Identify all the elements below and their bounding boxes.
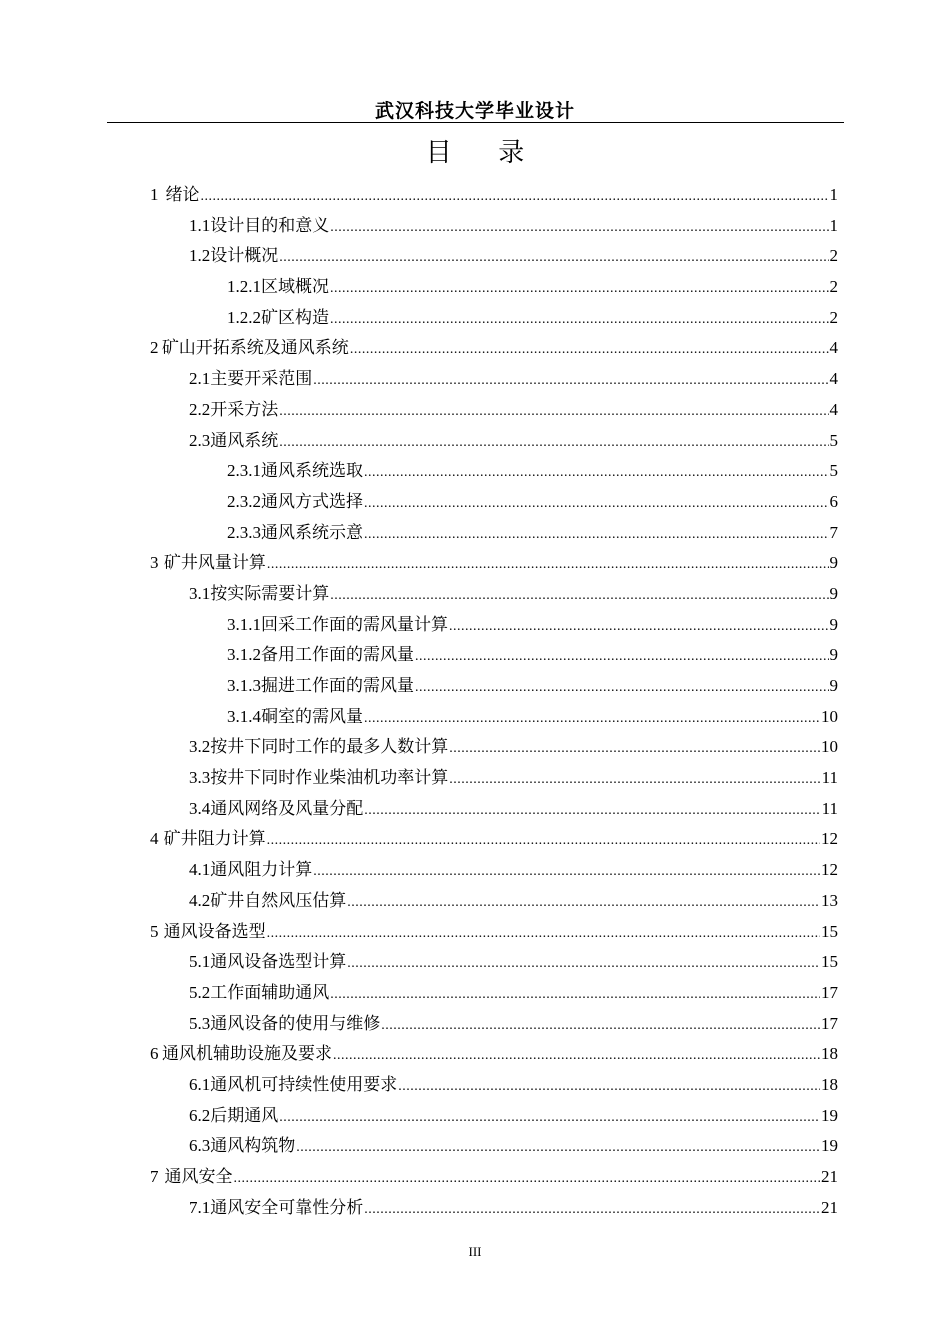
toc-entry[interactable] [150, 855, 838, 886]
toc-entry-number: 3.1 [189, 583, 211, 603]
toc-dot-leader [267, 826, 820, 857]
toc-entry-page: 1 [829, 185, 838, 204]
toc-entry-label: 通风系统 [210, 430, 279, 450]
toc-dot-leader [330, 274, 829, 305]
toc-entry-number: 6.2 [189, 1105, 211, 1125]
toc-dot-leader [347, 949, 820, 980]
toc-entry-label: 设计目的和意义 [210, 215, 330, 235]
toc-entry[interactable] [150, 1039, 838, 1070]
toc-entry-page: 19 [821, 1136, 838, 1156]
toc-entry-number: 3.1.1 [227, 614, 261, 634]
toc-entry-number: 6.1 [189, 1074, 211, 1094]
toc-entry-label: 通风安全 [164, 1167, 233, 1186]
toc-entry-label: 通风设备选型计算 [210, 952, 347, 972]
toc-dot-leader [267, 550, 829, 581]
toc-dot-leader [201, 182, 829, 213]
toc-dot-leader [347, 888, 820, 919]
toc-entry-page: 4 [829, 369, 838, 389]
toc-entry-number: 2 [150, 338, 159, 358]
toc-entry-number: 6 [150, 1044, 159, 1064]
toc-entry-number: 5.1 [189, 952, 211, 972]
toc-dot-leader [364, 704, 820, 735]
toc-entry-label: 回采工作面的需风量计算 [261, 614, 448, 634]
toc-entry-number: 5.3 [189, 1013, 211, 1033]
toc-entry-label: 通风网络及风量分配 [210, 798, 364, 818]
table-of-contents [150, 180, 838, 1223]
toc-entry-page: 9 [829, 676, 838, 695]
toc-dot-leader [364, 458, 829, 489]
toc-entry-page: 21 [821, 1167, 838, 1186]
toc-dot-leader [350, 335, 829, 366]
toc-dot-leader [279, 397, 828, 428]
toc-entry[interactable] [150, 917, 838, 948]
toc-entry-number: 6.3 [189, 1136, 211, 1156]
toc-entry[interactable] [150, 886, 838, 917]
toc-entry-page: 21 [821, 1197, 838, 1217]
toc-entry[interactable] [150, 794, 838, 825]
toc-entry[interactable] [150, 241, 838, 272]
toc-entry-label: 通风机辅助设施及要求 [162, 1044, 333, 1064]
toc-entry-page: 4 [829, 338, 838, 358]
toc-entry[interactable] [150, 1070, 838, 1101]
toc-entry[interactable] [150, 395, 838, 426]
toc-dot-leader [415, 642, 829, 673]
toc-entry[interactable] [150, 487, 838, 518]
toc-dot-leader [279, 1103, 820, 1134]
toc-entry[interactable] [150, 978, 838, 1009]
toc-entry-page: 2 [829, 307, 838, 327]
toc-entry-label: 后期通风 [210, 1105, 279, 1125]
toc-dot-leader [330, 305, 829, 336]
toc-dot-leader [381, 1011, 820, 1042]
toc-entry-page: 11 [821, 768, 838, 788]
toc-entry-page: 10 [821, 737, 838, 757]
toc-dot-leader [313, 857, 820, 888]
toc-entry-number: 3.1.4 [227, 706, 261, 726]
toc-dot-leader [267, 919, 820, 950]
toc-entry-number: 3.1.3 [227, 676, 261, 695]
running-header: 武汉科技大学毕业设计 [374, 101, 575, 122]
toc-entry-number: 4.1 [189, 860, 211, 880]
toc-entry[interactable] [150, 610, 838, 641]
toc-entry[interactable] [150, 333, 838, 364]
toc-entry-number: 1.2 [189, 246, 211, 266]
toc-entry-page: 18 [821, 1044, 838, 1064]
toc-entry-label: 矿井自然风压估算 [210, 890, 347, 910]
toc-entry[interactable] [150, 1009, 838, 1040]
toc-entry-label: 通风阻力计算 [210, 860, 313, 880]
toc-entry-label: 通风系统选取 [261, 461, 363, 481]
toc-dot-leader [364, 1195, 820, 1226]
toc-entry-number: 4 [150, 829, 159, 849]
toc-entry-number: 2.3 [189, 430, 211, 450]
toc-entry[interactable] [150, 671, 838, 702]
toc-entry-page: 19 [821, 1105, 838, 1125]
toc-entry-number: 3.1.2 [227, 645, 261, 665]
toc-entry[interactable] [150, 518, 838, 549]
toc-entry[interactable] [150, 426, 838, 457]
toc-entry-label: 矿井阻力计算 [163, 829, 266, 849]
toc-dot-leader [330, 980, 820, 1011]
toc-dot-leader [279, 243, 828, 274]
toc-entry-label: 开采方法 [210, 399, 279, 419]
toc-entry[interactable] [150, 456, 838, 487]
toc-entry-label: 通风机可持续性使用要求 [210, 1074, 398, 1094]
toc-entry-label: 按井下同时工作的最多人数计算 [210, 737, 449, 757]
toc-entry-label: 主要开采范围 [210, 369, 313, 389]
toc-entry-page: 13 [821, 890, 838, 910]
toc-entry[interactable] [150, 640, 838, 671]
toc-entry-number: 7 [150, 1167, 159, 1186]
toc-entry-page: 1 [829, 215, 838, 235]
toc-dot-leader [415, 673, 829, 704]
toc-entry-number: 5.2 [189, 982, 211, 1002]
toc-dot-leader [313, 366, 828, 397]
toc-dot-leader [398, 1072, 820, 1103]
toc-entry-label: 通风系统示意 [261, 522, 363, 542]
toc-entry-page: 15 [821, 921, 838, 941]
toc-entry[interactable] [150, 579, 838, 610]
toc-dot-leader [449, 612, 829, 643]
toc-entry[interactable] [150, 702, 838, 733]
toc-entry-number: 3.4 [189, 798, 211, 818]
toc-entry-page: 2 [829, 246, 838, 266]
toc-entry-page: 12 [821, 860, 838, 880]
toc-entry[interactable] [150, 1162, 838, 1193]
toc-entry-page: 9 [829, 553, 838, 573]
toc-dot-leader [364, 489, 829, 520]
toc-dot-leader [449, 765, 820, 796]
toc-entry-page: 17 [821, 982, 838, 1002]
toc-entry-page: 2 [829, 277, 838, 297]
toc-entry[interactable] [150, 824, 838, 855]
toc-entry-number: 1.2.2 [227, 307, 261, 327]
toc-entry-number: 1 [150, 185, 159, 204]
toc-entry-label: 通风安全可靠性分析 [210, 1197, 364, 1217]
toc-dot-leader [364, 796, 820, 827]
toc-entry[interactable] [150, 211, 838, 242]
toc-entry-number: 2.3.3 [227, 522, 261, 542]
toc-entry-number: 1.2.1 [227, 277, 261, 297]
toc-entry-label: 绪论 [165, 185, 200, 204]
page-number: III [468, 1244, 482, 1259]
toc-entry-page: 11 [821, 798, 838, 818]
toc-entry-page: 7 [829, 522, 838, 542]
toc-entry-number: 2.2 [189, 399, 211, 419]
toc-entry-label: 区域概况 [261, 277, 329, 297]
toc-entry-label: 按实际需要计算 [210, 583, 330, 603]
toc-entry-page: 17 [821, 1013, 838, 1033]
toc-entry-number: 2.1 [189, 369, 211, 389]
toc-entry-label: 通风设备选型 [163, 921, 266, 941]
toc-entry-label: 备用工作面的需风量 [261, 645, 414, 665]
toc-entry-number: 5 [150, 921, 159, 941]
toc-entry-page: 6 [829, 491, 838, 511]
toc-entry-number: 3.3 [189, 768, 211, 788]
toc-entry-number: 7.1 [189, 1197, 211, 1217]
toc-dot-leader [449, 734, 820, 765]
toc-entry-label: 工作面辅助通风 [210, 982, 330, 1002]
toc-dot-leader [330, 581, 828, 612]
toc-entry[interactable] [150, 303, 838, 334]
toc-entry[interactable] [150, 180, 838, 211]
toc-entry-number: 3.2 [189, 737, 211, 757]
toc-entry[interactable] [150, 364, 838, 395]
toc-entry-page: 9 [829, 583, 838, 603]
toc-entry-label: 矿井风量计算 [163, 553, 266, 573]
toc-entry-label: 矿区构造 [261, 307, 329, 327]
toc-dot-leader [330, 213, 828, 244]
toc-heading: 目 录 [425, 138, 545, 167]
toc-entry-number: 2.3.2 [227, 491, 261, 511]
toc-entry-page: 9 [829, 645, 838, 665]
toc-entry-number: 1.1 [189, 215, 211, 235]
toc-entry[interactable] [150, 1131, 838, 1162]
toc-entry[interactable] [150, 548, 838, 579]
toc-entry[interactable] [150, 947, 838, 978]
toc-entry[interactable] [150, 1193, 838, 1224]
toc-entry-page: 18 [821, 1074, 838, 1094]
toc-entry-number: 3 [150, 553, 159, 573]
toc-entry-page: 15 [821, 952, 838, 972]
toc-dot-leader [279, 428, 828, 459]
toc-dot-leader [233, 1164, 820, 1195]
toc-entry-page: 5 [829, 430, 838, 450]
toc-entry-page: 9 [829, 614, 838, 634]
toc-entry[interactable] [150, 1101, 838, 1132]
toc-entry-page: 12 [821, 829, 838, 849]
toc-entry-number: 2.3.1 [227, 461, 261, 481]
toc-entry-label: 通风方式选择 [261, 491, 363, 511]
toc-entry[interactable] [150, 763, 838, 794]
toc-dot-leader [333, 1041, 820, 1072]
toc-entry[interactable] [150, 732, 838, 763]
header-rule [107, 122, 844, 123]
toc-entry-page: 5 [829, 461, 838, 481]
toc-entry-label: 硐室的需风量 [261, 706, 363, 726]
toc-entry-label: 通风构筑物 [210, 1136, 296, 1156]
toc-entry-number: 4.2 [189, 890, 211, 910]
toc-entry-label: 掘进工作面的需风量 [261, 676, 414, 695]
toc-entry-label: 按井下同时作业柴油机功率计算 [210, 768, 449, 788]
toc-dot-leader [296, 1133, 820, 1164]
toc-entry-page: 10 [821, 706, 838, 726]
toc-entry-label: 设计概况 [210, 246, 279, 266]
toc-entry-page: 4 [829, 399, 838, 419]
toc-entry-label: 矿山开拓系统及通风系统 [161, 338, 349, 358]
toc-entry[interactable] [150, 272, 838, 303]
toc-entry-label: 通风设备的使用与维修 [210, 1013, 381, 1033]
toc-dot-leader [364, 520, 829, 551]
